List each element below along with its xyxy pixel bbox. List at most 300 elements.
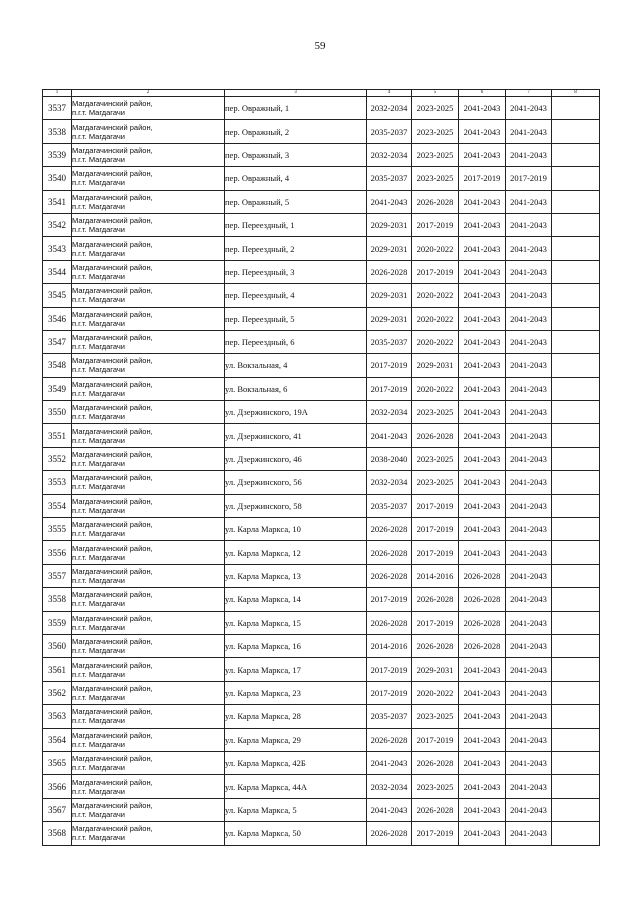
table-row [43,798,600,821]
period-col6: 2041-2043 [459,822,506,845]
street-address: ул. Дзержинского, 41 [225,424,367,447]
period-col6: 2026-2028 [459,611,506,634]
street-address: пер. Переездный, 2 [225,237,367,260]
period-col8 [552,798,600,821]
row-number: 3564 [43,728,72,751]
period-col8 [552,330,600,353]
district-name: Магдагачинский район, [72,777,153,787]
table-row [43,167,600,190]
table-row [43,213,600,236]
period-col8 [552,401,600,424]
period-col7: 2041-2043 [506,705,552,728]
period-col4: 2035-2037 [367,705,412,728]
period-col5: 2020-2022 [412,284,459,307]
period-col5: 2020-2022 [412,330,459,353]
period-col5: 2023-2025 [412,120,459,143]
period-col6: 2041-2043 [459,284,506,307]
settlement-name: п.г.т. Магдагачи [72,131,125,141]
address-district-cell [72,354,225,377]
street-address: ул. Карла Маркса, 17 [225,658,367,681]
period-col8 [552,97,600,120]
period-col7: 2041-2043 [506,658,552,681]
address-district-cell [72,377,225,400]
period-col8 [552,354,600,377]
table-row [43,330,600,353]
district-name: Магдагачинский район, [72,145,153,155]
table-row [43,751,600,774]
district-name: Магдагачинский район, [72,192,153,202]
period-col8 [552,751,600,774]
period-col8 [552,424,600,447]
address-district-cell [72,424,225,447]
period-col6: 2041-2043 [459,775,506,798]
period-col5: 2026-2028 [412,424,459,447]
settlement-name: п.г.т. Магдагачи [72,271,125,281]
column-number: 7 [506,90,552,97]
street-address: ул. Карла Маркса, 23 [225,681,367,704]
period-col5: 2026-2028 [412,798,459,821]
street-address: ул. Дзержинского, 56 [225,471,367,494]
period-col8 [552,634,600,657]
period-col7: 2041-2043 [506,307,552,330]
address-district-cell [72,494,225,517]
period-col8 [552,494,600,517]
period-col4: 2029-2031 [367,237,412,260]
district-name: Магдагачинский район, [72,543,153,553]
address-district-cell [72,634,225,657]
period-col7: 2041-2043 [506,330,552,353]
row-number: 3556 [43,541,72,564]
period-col6: 2041-2043 [459,260,506,283]
address-district-cell [72,401,225,424]
page-number: 59 [314,40,326,52]
period-col5: 2020-2022 [412,237,459,260]
period-col6: 2041-2043 [459,424,506,447]
district-name: Магдагачинский район, [72,309,153,319]
district-name: Магдагачинский район, [72,403,153,413]
row-number: 3543 [43,237,72,260]
period-col5: 2029-2031 [412,658,459,681]
address-district-cell [72,120,225,143]
period-col5: 2023-2025 [412,401,459,424]
period-col4: 2041-2043 [367,751,412,774]
period-col8 [552,284,600,307]
address-district-cell [72,658,225,681]
period-col4: 2026-2028 [367,541,412,564]
period-col6: 2041-2043 [459,237,506,260]
period-col8 [552,120,600,143]
table-row [43,471,600,494]
period-col8 [552,213,600,236]
table-row [43,564,600,587]
street-address: пер. Овражный, 1 [225,97,367,120]
period-col7: 2041-2043 [506,518,552,541]
street-address: ул. Карла Маркса, 12 [225,541,367,564]
district-name: Магдагачинский район, [72,824,153,834]
address-district-cell [72,213,225,236]
table-row [43,494,600,517]
period-col6: 2041-2043 [459,190,506,213]
period-col4: 2026-2028 [367,611,412,634]
address-district-cell [72,775,225,798]
table-row [43,822,600,845]
period-col8 [552,518,600,541]
period-col8 [552,471,600,494]
period-col4: 2041-2043 [367,798,412,821]
period-col7: 2041-2043 [506,471,552,494]
period-col8 [552,167,600,190]
street-address: ул. Карла Маркса, 10 [225,518,367,541]
address-district-cell [72,564,225,587]
table-row [43,401,600,424]
period-col5: 2023-2025 [412,167,459,190]
district-name: Магдагачинский район, [72,450,153,460]
period-col5: 2020-2022 [412,307,459,330]
period-col5: 2023-2025 [412,97,459,120]
street-address: ул. Карла Маркса, 44А [225,775,367,798]
period-col7: 2041-2043 [506,775,552,798]
period-col4: 2026-2028 [367,822,412,845]
period-col4: 2035-2037 [367,120,412,143]
period-col5: 2017-2019 [412,728,459,751]
address-district-cell [72,751,225,774]
period-col5: 2014-2016 [412,564,459,587]
table-row [43,190,600,213]
address-district-cell [72,611,225,634]
street-address: ул. Карла Маркса, 13 [225,564,367,587]
street-address: пер. Переездный, 3 [225,260,367,283]
period-col4: 2017-2019 [367,681,412,704]
period-col6: 2041-2043 [459,143,506,166]
settlement-name: п.г.т. Магдагачи [72,552,125,562]
period-col5: 2017-2019 [412,494,459,517]
row-number: 3539 [43,143,72,166]
settlement-name: п.г.т. Магдагачи [72,225,125,235]
period-col4: 2041-2043 [367,190,412,213]
row-number: 3548 [43,354,72,377]
row-number: 3537 [43,97,72,120]
period-col7: 2041-2043 [506,354,552,377]
street-address: пер. Овражный, 4 [225,167,367,190]
period-col7: 2041-2043 [506,541,552,564]
period-col7: 2041-2043 [506,634,552,657]
settlement-name: п.г.т. Магдагачи [72,809,125,819]
district-name: Магдагачинский район, [72,683,153,693]
period-col4: 2017-2019 [367,354,412,377]
settlement-name: п.г.т. Магдагачи [72,786,125,796]
period-col8 [552,564,600,587]
period-col4: 2032-2034 [367,775,412,798]
row-number: 3565 [43,751,72,774]
period-col6: 2041-2043 [459,705,506,728]
period-col5: 2017-2019 [412,541,459,564]
period-col6: 2041-2043 [459,307,506,330]
district-name: Магдагачинский район, [72,613,153,623]
period-col8 [552,237,600,260]
address-district-cell [72,237,225,260]
table-row [43,307,600,330]
street-address: ул. Дзержинского, 19А [225,401,367,424]
address-district-cell [72,798,225,821]
row-number: 3558 [43,588,72,611]
row-number: 3554 [43,494,72,517]
row-number: 3568 [43,822,72,845]
address-district-cell [72,447,225,470]
row-number: 3566 [43,775,72,798]
column-number: 1 [43,90,72,97]
period-col7: 2041-2043 [506,564,552,587]
period-col5: 2017-2019 [412,518,459,541]
period-col4: 2014-2016 [367,634,412,657]
period-col8 [552,260,600,283]
registry-table [42,89,600,846]
district-name: Магдагачинский район, [72,567,153,576]
period-col7: 2041-2043 [506,494,552,517]
period-col6: 2041-2043 [459,330,506,353]
row-number: 3538 [43,120,72,143]
period-col4: 2035-2037 [367,494,412,517]
settlement-name: п.г.т. Магдагачи [72,739,125,749]
settlement-name: п.г.т. Магдагачи [72,388,125,398]
period-col4: 2029-2031 [367,307,412,330]
row-number: 3561 [43,658,72,681]
period-col5: 2026-2028 [412,190,459,213]
district-name: Магдагачинский район, [72,754,153,764]
period-col5: 2020-2022 [412,681,459,704]
period-col5: 2017-2019 [412,213,459,236]
settlement-name: п.г.т. Магдагачи [72,716,125,726]
settlement-name: п.г.т. Магдагачи [72,365,125,375]
street-address: ул. Карла Маркса, 15 [225,611,367,634]
period-col8 [552,588,600,611]
period-col5: 2020-2022 [412,377,459,400]
table-row [43,775,600,798]
table-row [43,728,600,751]
district-name: Магдагачинский район, [72,239,153,249]
row-number: 3540 [43,167,72,190]
settlement-name: п.г.т. Магдагачи [72,178,125,188]
period-col8 [552,705,600,728]
table-row [43,143,600,166]
period-col7: 2041-2043 [506,728,552,751]
period-col5: 2023-2025 [412,775,459,798]
period-col8 [552,822,600,845]
period-col6: 2041-2043 [459,681,506,704]
period-col4: 2029-2031 [367,213,412,236]
settlement-name: п.г.т. Магдагачи [72,669,125,679]
row-number: 3555 [43,518,72,541]
period-col7: 2041-2043 [506,681,552,704]
period-col5: 2023-2025 [412,705,459,728]
address-district-cell [72,822,225,845]
period-col8 [552,307,600,330]
district-name: Магдагачинский район, [72,333,153,343]
settlement-name: п.г.т. Магдагачи [72,318,125,328]
period-col4: 2035-2037 [367,167,412,190]
address-district-cell [72,307,225,330]
row-number: 3550 [43,401,72,424]
period-col6: 2026-2028 [459,588,506,611]
district-name: Магдагачинский район, [72,122,153,132]
row-number: 3563 [43,705,72,728]
period-col6: 2041-2043 [459,354,506,377]
address-district-cell [72,705,225,728]
column-number-row [43,90,600,97]
period-col6: 2041-2043 [459,377,506,400]
address-district-cell [72,541,225,564]
period-col4: 2026-2028 [367,564,412,587]
settlement-name: п.г.т. Магдагачи [72,646,125,656]
period-col6: 2041-2043 [459,541,506,564]
district-name: Магдагачинский район, [72,473,153,483]
row-number: 3553 [43,471,72,494]
row-number: 3549 [43,377,72,400]
period-col6: 2041-2043 [459,471,506,494]
row-number: 3562 [43,681,72,704]
street-address: пер. Переездный, 6 [225,330,367,353]
period-col7: 2041-2043 [506,260,552,283]
district-name: Магдагачинский район, [72,496,153,506]
period-col7: 2041-2043 [506,447,552,470]
period-col8 [552,447,600,470]
settlement-name: п.г.т. Магдагачи [72,833,125,843]
row-number: 3552 [43,447,72,470]
period-col4: 2026-2028 [367,518,412,541]
period-col5: 2017-2019 [412,260,459,283]
address-district-cell [72,260,225,283]
address-district-cell [72,471,225,494]
settlement-name: п.г.т. Магдагачи [72,459,125,469]
period-col6: 2041-2043 [459,494,506,517]
period-col6: 2041-2043 [459,751,506,774]
period-col7: 2041-2043 [506,237,552,260]
settlement-name: п.г.т. Магдагачи [72,412,125,422]
table-row [43,518,600,541]
settlement-name: п.г.т. Магдагачи [72,201,125,211]
period-col6: 2041-2043 [459,798,506,821]
period-col7: 2041-2043 [506,798,552,821]
district-name: Магдагачинский район, [72,800,153,810]
period-col5: 2017-2019 [412,822,459,845]
period-col4: 2017-2019 [367,658,412,681]
period-col6: 2041-2043 [459,518,506,541]
period-col5: 2023-2025 [412,471,459,494]
address-district-cell [72,97,225,120]
period-col6: 2026-2028 [459,564,506,587]
table-body [43,97,600,846]
settlement-name: п.г.т. Магдагачи [72,529,125,539]
row-number: 3545 [43,284,72,307]
district-name: Магдагачинский район, [72,169,153,179]
period-col7: 2041-2043 [506,424,552,447]
street-address: ул. Дзержинского, 46 [225,447,367,470]
table-row [43,447,600,470]
street-address: ул. Карла Маркса, 29 [225,728,367,751]
period-col4: 2038-2040 [367,447,412,470]
street-address: ул. Карла Маркса, 14 [225,588,367,611]
district-name: Магдагачинский район, [72,637,153,647]
district-name: Магдагачинский район, [72,262,153,272]
address-district-cell [72,143,225,166]
district-name: Магдагачинский район, [72,590,153,600]
period-col6: 2041-2043 [459,213,506,236]
settlement-name: п.г.т. Магдагачи [72,622,125,632]
period-col5: 2026-2028 [412,588,459,611]
period-col7: 2041-2043 [506,751,552,774]
period-col8 [552,190,600,213]
period-col7: 2017-2019 [506,167,552,190]
table-row [43,237,600,260]
period-col6: 2041-2043 [459,728,506,751]
period-col7: 2041-2043 [506,284,552,307]
period-col7: 2041-2043 [506,822,552,845]
settlement-name: п.г.т. Магдагачи [72,482,125,492]
street-address: ул. Карла Маркса, 5 [225,798,367,821]
settlement-name: п.г.т. Магдагачи [72,576,125,585]
row-number: 3541 [43,190,72,213]
street-address: пер. Переездный, 4 [225,284,367,307]
period-col5: 2026-2028 [412,634,459,657]
table-row [43,377,600,400]
row-number: 3547 [43,330,72,353]
period-col4: 2017-2019 [367,588,412,611]
period-col4: 2032-2034 [367,97,412,120]
row-number: 3559 [43,611,72,634]
period-col7: 2041-2043 [506,213,552,236]
period-col4: 2032-2034 [367,401,412,424]
street-address: пер. Овражный, 3 [225,143,367,166]
street-address: ул. Вокзальная, 4 [225,354,367,377]
row-number: 3544 [43,260,72,283]
table-row [43,588,600,611]
street-address: пер. Овражный, 2 [225,120,367,143]
period-col5: 2023-2025 [412,447,459,470]
period-col6: 2017-2019 [459,167,506,190]
street-address: пер. Овражный, 5 [225,190,367,213]
district-name: Магдагачинский район, [72,379,153,389]
period-col6: 2041-2043 [459,401,506,424]
row-number: 3542 [43,213,72,236]
period-col5: 2029-2031 [412,354,459,377]
column-number: 2 [72,90,225,97]
address-district-cell [72,167,225,190]
district-name: Магдагачинский район, [72,730,153,740]
street-address: ул. Вокзальная, 6 [225,377,367,400]
district-name: Магдагачинский район, [72,286,153,296]
table-row [43,611,600,634]
address-district-cell [72,330,225,353]
period-col8 [552,658,600,681]
settlement-name: п.г.т. Магдагачи [72,248,125,258]
settlement-name: п.г.т. Магдагачи [72,692,125,702]
period-col4: 2032-2034 [367,471,412,494]
period-col6: 2041-2043 [459,447,506,470]
period-col5: 2026-2028 [412,751,459,774]
district-name: Магдагачинский район, [72,99,153,109]
settlement-name: п.г.т. Магдагачи [72,763,125,773]
period-col6: 2026-2028 [459,634,506,657]
street-address: пер. Переездный, 1 [225,213,367,236]
period-col7: 2041-2043 [506,377,552,400]
table-row [43,424,600,447]
settlement-name: п.г.т. Магдагачи [72,435,125,445]
row-number: 3560 [43,634,72,657]
period-col6: 2041-2043 [459,120,506,143]
street-address: ул. Карла Маркса, 28 [225,705,367,728]
period-col5: 2017-2019 [412,611,459,634]
table-row [43,260,600,283]
period-col7: 2041-2043 [506,588,552,611]
